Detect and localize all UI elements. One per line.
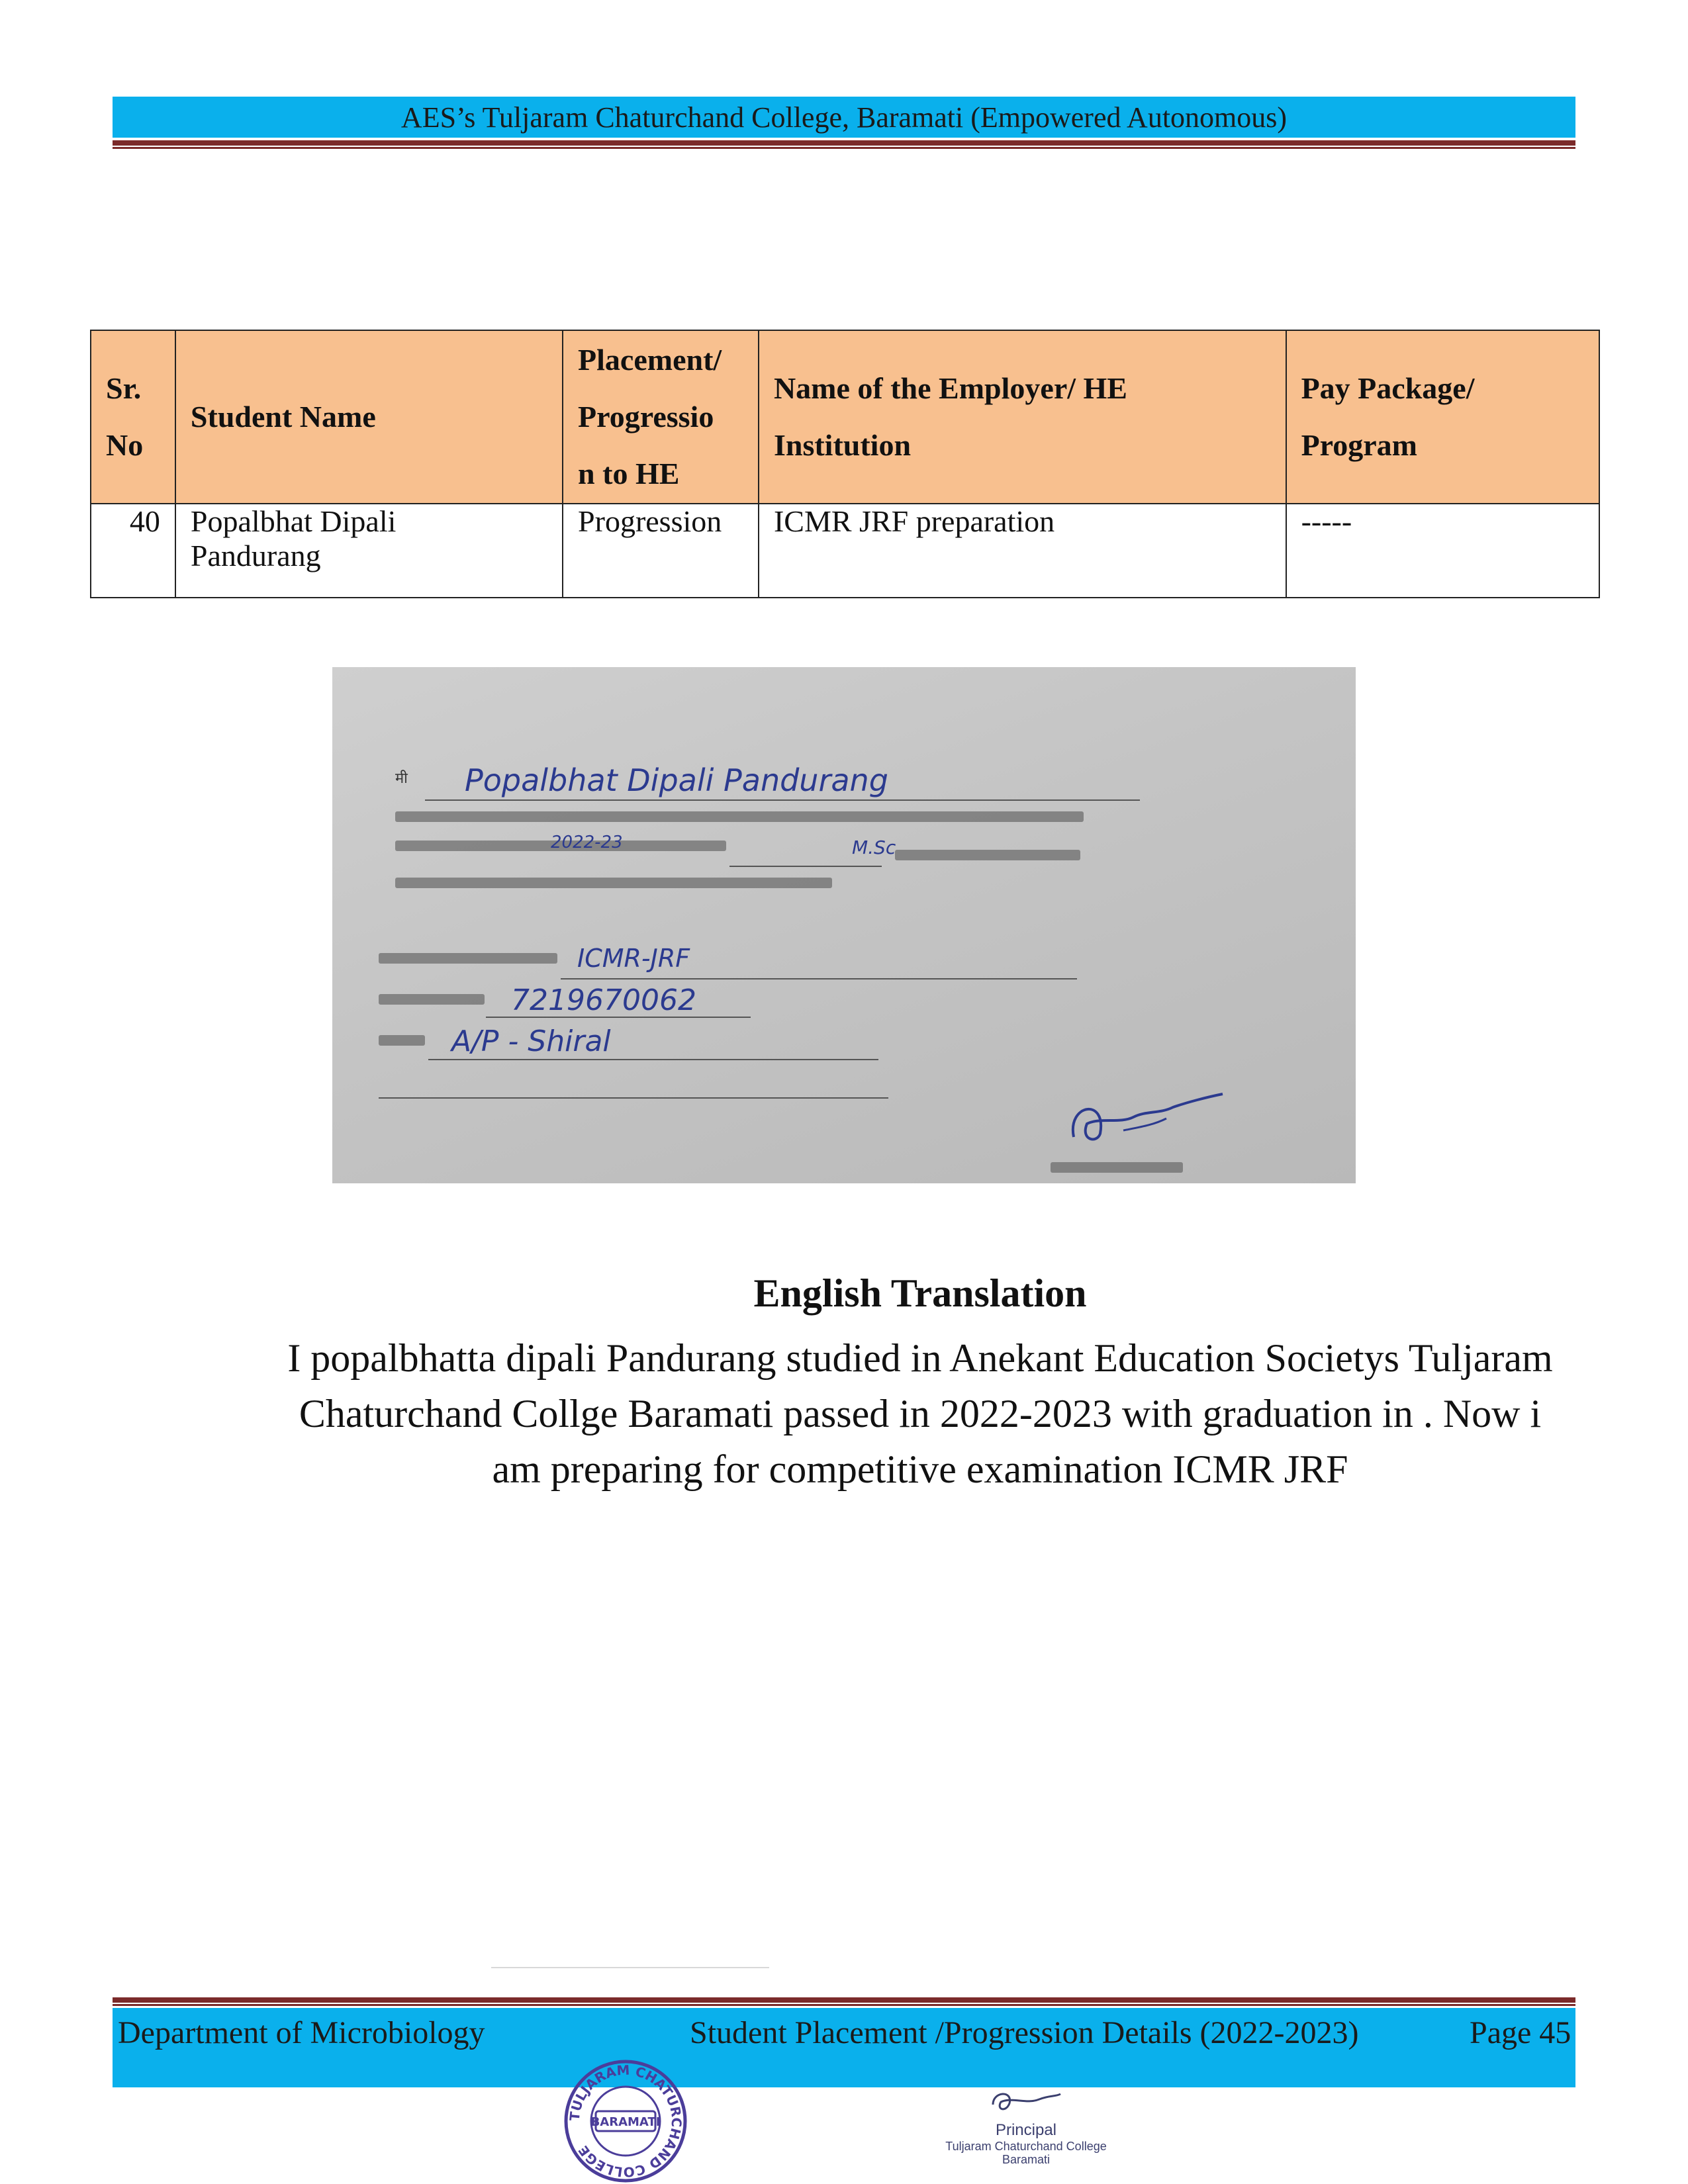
header-bar (113, 97, 1575, 138)
principal-signature (986, 2085, 1066, 2118)
cell-employer: ICMR JRF preparation (759, 504, 1286, 598)
form-handwritten-exam: ICMR-JRF (577, 944, 690, 973)
form-address-line (428, 1059, 878, 1060)
form-name-line (425, 799, 1140, 801)
cell-placement: Progression (563, 504, 759, 598)
form-mobile-label (379, 994, 485, 1005)
placement-table (90, 330, 1600, 598)
translation-line-2: Chaturchand Collge Baramati passed in 2022-2023 with graduation in . Now i (299, 1392, 1542, 1435)
header-employer: Name of the Employer/ HE Institution (759, 330, 1286, 504)
translation-body (238, 1330, 1602, 1497)
footer-divider (113, 1997, 1575, 2003)
form-exam-line (561, 978, 1077, 979)
header-placement: Placement/ Progressio n to HE (563, 330, 759, 504)
form-printed-text (895, 850, 1080, 860)
footer-page-number: Page 45 (1470, 2015, 1571, 2050)
footer-section: Student Placement /Progression Details (2022-2023) (690, 2015, 1359, 2050)
footer-bar (113, 2008, 1575, 2087)
cell-sr-no: 40 (91, 504, 175, 598)
form-handwritten-name: Popalbhat Dipali Pandurang (465, 762, 888, 798)
header-divider (113, 140, 1575, 146)
form-blank-line (379, 1097, 888, 1099)
seal-outer-text: TULJARAM CHATURCHAND COLLEGE (566, 2062, 685, 2181)
header-student-name: Student Name (175, 330, 563, 504)
student-signature (1060, 1077, 1233, 1157)
cell-student-name: Popalbhat Dipali Pandurang (175, 504, 563, 598)
header-title: AES’s Tuljaram Chaturchand College, Baramati (Empowered Autonomous) (400, 101, 1288, 134)
header-divider-thin (113, 147, 1575, 149)
college-seal (563, 2058, 688, 2184)
form-printed-text (395, 811, 1084, 822)
cell-pay-package: ----- (1286, 504, 1599, 598)
form-handwritten-degree: M.Sc (852, 837, 896, 858)
form-degree-line (729, 866, 882, 867)
form-printed-text (395, 878, 832, 888)
form-exam-label (379, 953, 557, 964)
seal-center-text: BARAMATI (590, 2115, 661, 2129)
handwritten-form-photo (332, 667, 1356, 1183)
footer-divider-thin (113, 2004, 1575, 2006)
principal-college: Tuljaram Chaturchand College (945, 2140, 1107, 2153)
footer-department: Department of Microbiology (118, 2015, 485, 2050)
principal-city: Baramati (1002, 2153, 1051, 2166)
form-handwritten-address: A/P - Shiral (451, 1024, 611, 1058)
form-printed-label: मी (395, 770, 408, 787)
table-header-row (91, 330, 1599, 504)
principal-signature-block (927, 2085, 1125, 2177)
separator-line (491, 1967, 769, 1968)
form-address-label (379, 1035, 425, 1046)
header-pay-package: Pay Package/ Program (1286, 330, 1599, 504)
header-sr-no: Sr. No (91, 330, 175, 504)
translation-line-3: am preparing for competitive examination ICMR JRF (492, 1447, 1348, 1491)
table-row (91, 504, 1599, 598)
form-handwritten-year: 2022-23 (551, 833, 623, 852)
form-handwritten-mobile: 7219670062 (511, 983, 696, 1017)
translation-line-1: I popalbhatta dipali Pandurang studied in Anekant Education Societys Tuljaram (287, 1336, 1553, 1380)
translation-title: English Translation (753, 1271, 1087, 1315)
principal-title: Principal (995, 2121, 1057, 2139)
form-signature-label (1051, 1162, 1183, 1173)
